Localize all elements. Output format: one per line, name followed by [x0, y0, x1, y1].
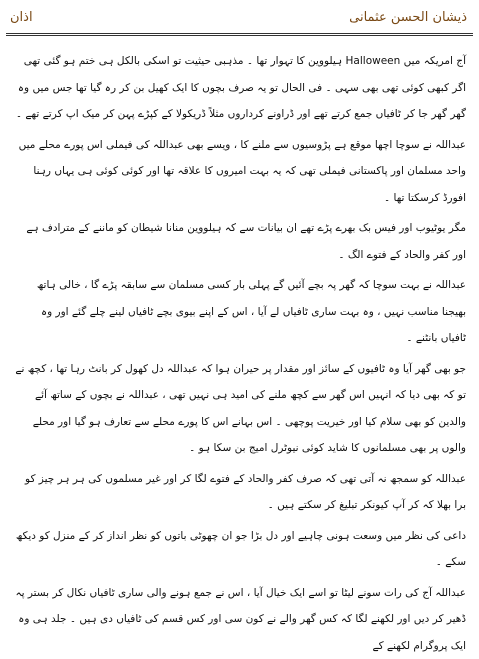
paragraph: عبداللہ نے بہت سوچا کہ گھر پہ بچے آئیں گے پہلی بار کسی مسلمان سے سابقہ پڑے گا ، خالی ہاتھ بھیجنا مناسب نہیں ، وہ بہت ساری ٹافیاں لے آیا ، اس کے اپنے بیوی بچے ٹافیاں لینے چلے گئے اور وہ ٹافیاں بانٹنے ۔ — [13, 272, 466, 352]
header-divider — [6, 33, 473, 36]
paragraph: داعی کی نظر میں وسعت ہونی چاہیے اور دل بڑا جو ان چھوٹی باتوں کو نظر انداز کر کے منزل کو دیکھ سکے ۔ — [13, 523, 466, 576]
article-body — [13, 48, 466, 609]
paragraph: عبداللہ آج کی رات سونے لیٹا تو اسے ایک خیال آیا ، اس نے جمع ہونے والی ساری ٹافیاں نکال کر بستر پہ ڈھیر کر دیں اور لکھنے لگا کہ کس گھر والے نے کون سی اور کس قسم کی ٹافیاں دی ہیں ۔ جلد ہی وہ ایک پروگرام لکھنے کے — [13, 580, 466, 659]
header-title: اذان — [10, 10, 33, 25]
page-header — [0, 6, 479, 34]
paragraph: عبداللہ کو سمجھ نہ آتی تھی کہ صرف کفر والحاد کے فتوے لگا کر اور غیر مسلموں کی ہر ہر چیز کو برا بھلا کہ کر آپ کیونکر تبلیغ کر سکتے ہیں ۔ — [13, 466, 466, 519]
paragraph: جو بھی گھر آیا وہ ٹافیوں کے سائز اور مقدار پر حیران ہوا کہ عبداللہ دل کھول کر بانٹ رہا تھا ، کچھ نے تو کہ بھی دیا کہ انہیں اس گھر سے کچھ ملنے کی امید ہی نہیں تھی ، عبداللہ نے بچوں کے ساتھ آئے والدین کو بھی سلام کیا اور خیریت پوچھی ۔ اس بہانے اس کا پورے محلے سے تعارف ہو گیا اور محلے والوں پر بھی مسلمانوں کا شاید کوئی نیوٹرل امیج بن سکا ہو ۔ — [13, 356, 466, 462]
paragraph: آج امریکہ میں Halloween ہیلووین کا تہوار تھا ۔ مذہبی حیثیت تو اسکی بالکل ہی ختم ہو گئی تھی اگر کبھی کوئی تھی بھی سہی ۔ فی الحال تو یہ صرف بچوں کا ایک کھیل بن کر رہ گیا تھا جس میں وہ گھر گھر جا کر ٹافیاں جمع کرتے تھے اور ڈراونے کرداروں مثلاً ڈریکولا کے کپڑے پہن کر میک اپ کرتے تھے ۔ — [13, 48, 466, 128]
paragraph: مگر یوٹیوب اور فیس بک بھرے پڑے تھے ان بیانات سے کہ ہیلووین منانا شیطان کو ماننے کے مترادف ہے اور کفر والحاد کے فتوے الگ ۔ — [13, 215, 466, 268]
paragraph: عبداللہ نے سوچا اچھا موقع ہے پڑوسیوں سے ملنے کا ، ویسے بھی عبداللہ کی فیملی اس پورے محلے میں واحد مسلمان اور پاکستانی فیملی تھی کہ یہ بہت امیروں کا علاقہ تھا اور کوئی کوئی ہی یہاں رہنا افورڈ کرسکتا تھا ۔ — [13, 132, 466, 212]
header-author: ذیشان الحسن عثمانی — [349, 10, 467, 25]
